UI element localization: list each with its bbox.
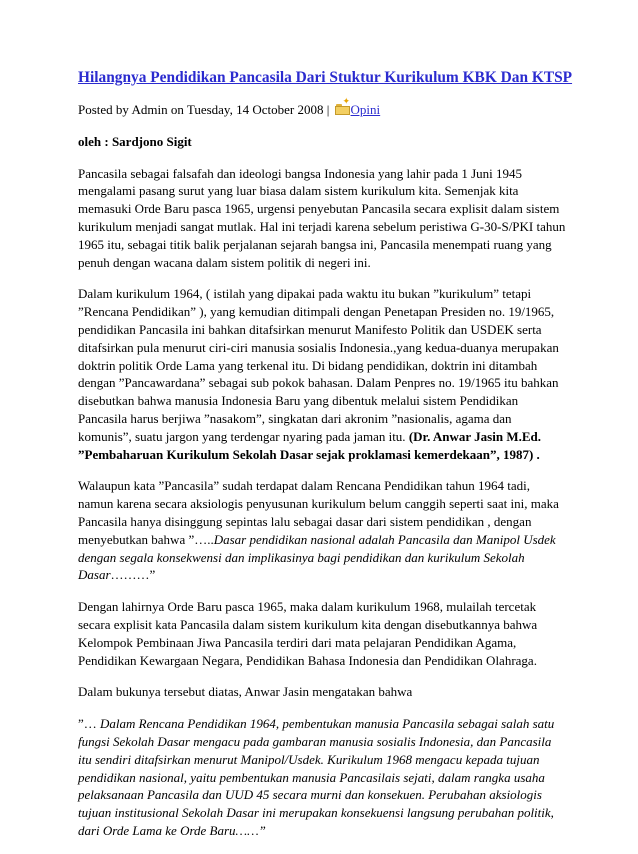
paragraph-5: Dalam bukunya tersebut diatas, Anwar Jasin mengatakan bahwa [78, 684, 413, 700]
post-meta-text: Posted by Admin on Tuesday, 14 October 2008 | [78, 102, 333, 117]
paragraph-6-quote [78, 715, 568, 840]
paragraph-2-text: Dalam kurikulum 1964, ( istilah yang dipakai pada waktu itu bukan ”kurikulum” tetapi ”Rencana Pendidikan” ), yang kemudian ditimpali dengan Penetapan Presiden no. 19/1965, pendidikan Pancasila ini bahkan ditafsirkan menurut Manifesto Politik dan USDEK serta ditafsirkan pula menurut ciri-ciri manusia sosialis Indonesia.,yang kedua-duanya merupakan doktrin politik Orde Lama yang terkenal itu. Di bidang pendidikan, doktrin ini ditambah dengan ”Pancawardana” sebagai sub pokok bahasan. Dalam Penpres no. 19/1965 itu bahkan disebutkan bahwa manusia Indonesia Baru yang dibentuk melalui sistem Pendidikan Pancasila harus berjiwa ”nasakom”, singkatan dari akronim ”nasionalis, agama dan komunis”, suatu jargon yang terdengar nyaring pada jaman itu. [78, 286, 559, 444]
post-meta [78, 97, 568, 119]
category-link[interactable]: Opini [350, 102, 381, 117]
folder-new-icon: ✦ [335, 103, 351, 116]
paragraph-2 [78, 285, 568, 463]
paragraph-4: Dengan lahirnya Orde Baru pasca 1965, maka dalam kurikulum 1968, mulailah tercetak secara explisit kata Pancasila dalam sistem kurikulum kita dengan disebutkannya bahwa Kelompok Pembinaan Jiwa Pancasila terdiri dari mata pelajaran Pendidikan Agama, Pendidikan Kewargaan Negara, Pendidikan Bahasa Indonesia dan Pendidikan Olahraga. [78, 599, 538, 668]
paragraph-1: Pancasila sebagai falsafah dan ideologi bangsa Indonesia yang lahir pada 1 Juni 1945 mengalami pasang surut yang luar biasa dalam sistem kurikulum kita. Semenjak kita memasuki Orde Baru pasca 1965, urgensi penyebutan Pancasila secara explisit dalam sistem kurikulum menjadi sangat mutlak. Hal ini terjadi karena sebelum peristiwa G-30-S/PKI tahun 1965 itu, sebagai titik balik perjalanan sejarah bangsa ini, Pancasila menempati ruang yang penuh dengan wacana dalam sistem politik di negeri ini. [78, 165, 566, 270]
article [78, 68, 573, 854]
quote-text: Dalam Rencana Pendidikan 1964, pembentukan manusia Pancasila sebagai salah satu fungsi Sekolah Dasar mengacu pada gambaran manusia sosialis Indonesia, dan Pancasila itu sendiri ditafsirkan menurut Manipol/Usdek. Kurikulum 1968 mengacu kepada tujuan pendidikan nasional, yaitu pembentukan manusia Pancasilais sejati, dalam rangka usaha pelaksanaan Pancasila dan UUD 45 secara murni dan konsekuen. Perubahan aksiologis tujuan institusional Sekolah Dasar ini merupakan konsekuensi langsung perubahan politik, dari Orde Lama ke Orde Baru……” [78, 716, 555, 838]
paragraph-3-end: ………” [110, 567, 156, 583]
paragraph-3 [78, 477, 568, 584]
paragraph-3-quote: Dasar pendidikan nasional adalah Pancasila dan Manipol Usdek dengan segala konsekwensi dan implikasinya bagi pendidikan dan kurikulum Sekolah Dasar [78, 531, 556, 583]
paragraph-3-text: Walaupun kata ”Pancasila” sudah terdapat dalam Rencana Pendidikan tahun 1964 tadi, namun karena secara aksiologis penyusunan kurikulum belum canggih seperti saat ini, maka Pancasila hanya disinggung sepintas lalu sebagai dasar dari sistem pendidikan , dengan menyebutkan bahwa ”….. [78, 478, 559, 547]
article-title-link[interactable]: Hilangnya Pendidikan Pancasila Dari Stuktur Kurikulum KBK Dan KTSP [78, 69, 573, 86]
quote-open: ”… [78, 716, 101, 732]
citation: (Dr. Anwar Jasin M.Ed. ”Pembaharuan Kurikulum Sekolah Dasar sejak proklamasi kemerdekaan”, 1987) . [78, 428, 542, 462]
article-author: oleh : Sardjono Sigit [78, 133, 192, 149]
